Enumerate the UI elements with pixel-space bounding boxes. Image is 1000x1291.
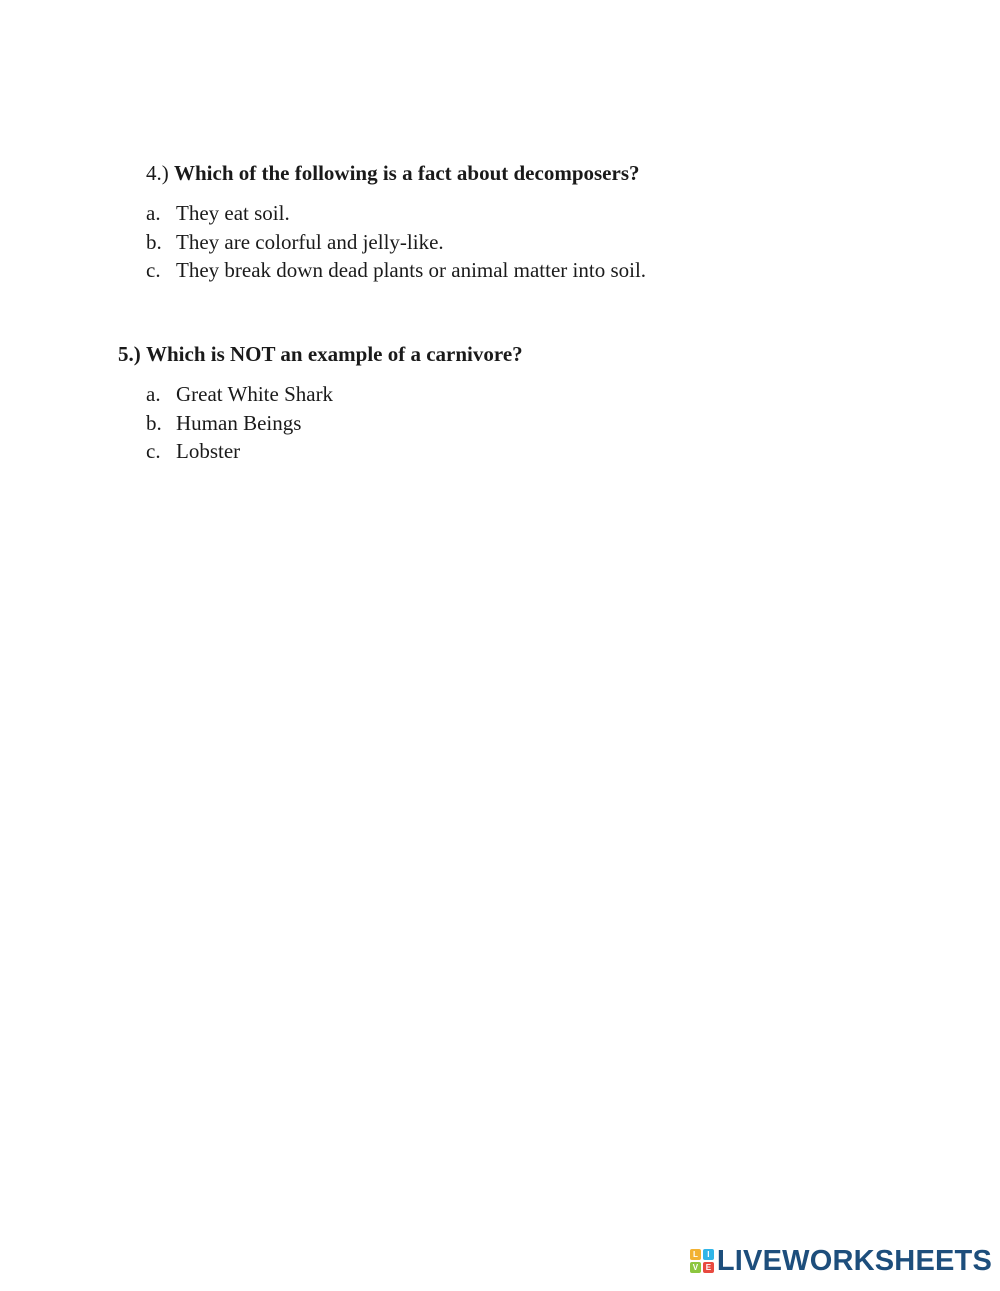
logo-mark-tile: L	[690, 1249, 701, 1260]
option-text: They are colorful and jelly-like.	[176, 229, 444, 254]
question-4-number: 4.)	[146, 161, 169, 185]
question-5-number: 5.)	[118, 342, 141, 366]
option-letter: a.	[146, 201, 161, 225]
logo-mark-tile: I	[703, 1249, 714, 1260]
option-text: Great White Shark	[176, 382, 334, 406]
question-5	[118, 341, 523, 367]
option-letter: b.	[146, 229, 162, 254]
logo-mark-tile: E	[703, 1262, 714, 1273]
logo-mark-icon	[690, 1249, 714, 1273]
option-text: They eat soil.	[176, 201, 290, 225]
option-letter: a.	[146, 382, 161, 406]
option-letter: c.	[146, 258, 161, 282]
option-letter: c.	[146, 439, 161, 463]
option-letter: b.	[146, 410, 162, 435]
option-text: Human Beings	[176, 410, 302, 435]
logo-mark-tile: V	[690, 1262, 701, 1273]
option-text: Lobster	[176, 439, 241, 463]
question-5-text: Which is NOT an example of a carnivore?	[146, 342, 523, 366]
question-4	[146, 160, 640, 186]
option-text: They break down dead plants or animal matter into soil.	[176, 258, 647, 282]
question-4-text: Which of the following is a fact about decomposers?	[174, 161, 640, 185]
liveworksheets-logo	[690, 1245, 992, 1277]
logo-text: LIVEWORKSHEETS	[716, 1244, 992, 1277]
